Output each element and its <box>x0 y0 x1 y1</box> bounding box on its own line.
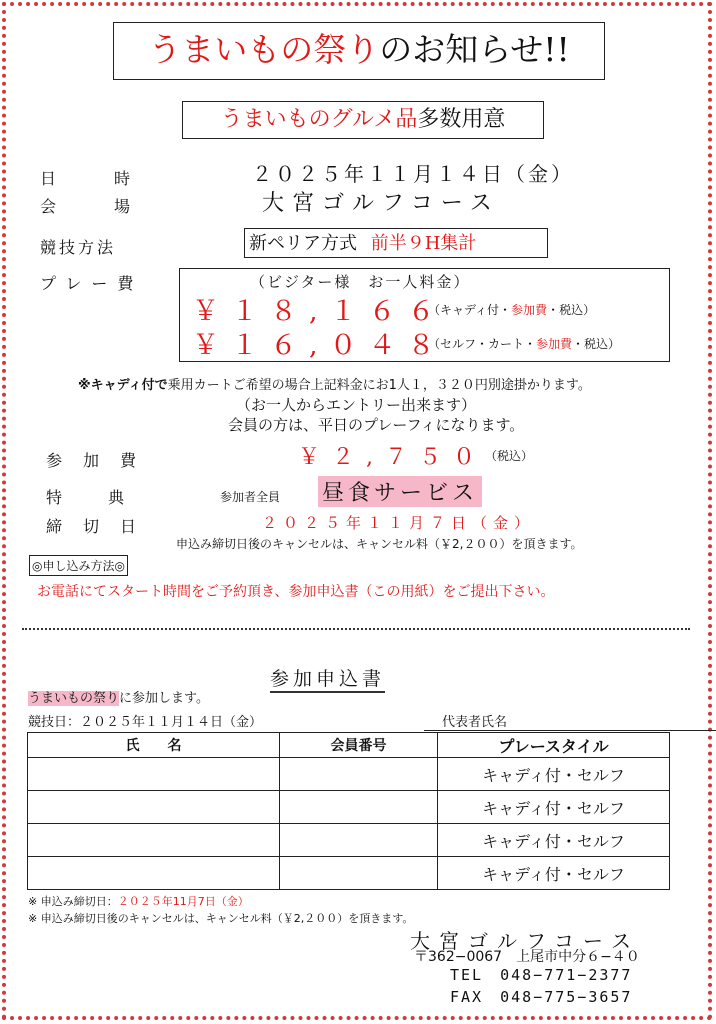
venue-label-char: 会 <box>40 197 57 216</box>
form-event-highlight: うまいもの祭り <box>28 691 120 706</box>
header-play-style: プレースタイル <box>438 733 670 758</box>
subtitle-highlight: うまいものグルメ品 <box>220 107 418 132</box>
price-self: ￥１６,０４８ <box>192 330 447 361</box>
note-red: ２０２５年11月7日（金） <box>117 895 249 908</box>
note-bold: ※キャディ付で <box>78 378 168 393</box>
subtitle-rest: 多数用意 <box>417 107 506 132</box>
footer-tel: TEL 048−771−2377 <box>450 966 633 984</box>
entry-table <box>27 732 670 890</box>
note-text: ※ 申込み締切日： <box>28 895 118 908</box>
venue-label-char: 場 <box>113 197 130 216</box>
entry-fee-label <box>46 448 136 471</box>
name-cell[interactable] <box>28 791 280 824</box>
benefit-label-char: 特 <box>46 488 63 507</box>
competition-method: 新ペリア方式 <box>249 233 357 254</box>
note-text: （セルフ・カート・ <box>428 337 537 351</box>
price-caddie-note <box>428 301 595 318</box>
benefit-label <box>46 485 124 508</box>
schedule-label-char: 時 <box>113 169 130 188</box>
footer-address: 〒362−0067 上尾市中分６−４０ <box>414 949 640 965</box>
representative-field[interactable] <box>424 711 716 731</box>
form-deadline-note <box>28 893 249 909</box>
entry-fee-note: （税込） <box>485 449 534 463</box>
name-cell[interactable] <box>28 824 280 857</box>
competition-detail: 前半９H集計 <box>370 233 477 254</box>
price-caddie: ￥１８,１６６ <box>192 296 447 327</box>
competition-method-box <box>244 228 548 258</box>
entry-fee-label-char: 参 <box>46 451 63 470</box>
apply-method-text: お電話にてスタート時間をご予約頂き、参加申込書（この用紙）をご提出下さい。 <box>37 584 555 600</box>
schedule-label <box>40 166 130 189</box>
note-text: （キャディ付・ <box>428 303 512 317</box>
form-event-rest: に参加します。 <box>119 691 209 706</box>
header-name: 氏 名 <box>28 733 280 758</box>
caddie-cart-note <box>78 374 591 393</box>
deadline-label-char: 切 <box>82 517 99 536</box>
subtitle <box>182 101 544 139</box>
cut-line <box>22 628 690 630</box>
table-row <box>28 857 670 890</box>
play-style-cell[interactable]: キャディ付・セルフ <box>438 824 670 857</box>
play-fee-label: プレー費 <box>40 274 144 293</box>
member-no-cell[interactable] <box>280 758 438 791</box>
note-text: ・税込） <box>572 337 621 351</box>
table-row <box>28 824 670 857</box>
apply-method-label: ◎申し込み方法◎ <box>29 555 128 576</box>
deadline-label-char: 締 <box>46 517 63 536</box>
note-text: 乗用カートご希望の場合上記料金にお1人１，３２０円別途掛かります。 <box>167 378 591 393</box>
play-style-cell[interactable]: キャディ付・セルフ <box>438 758 670 791</box>
schedule-value: ２０２５年１１月１４日（金） <box>252 162 574 186</box>
entry-fee-label-char: 加 <box>82 451 99 470</box>
deadline-label <box>46 514 136 537</box>
note-text: ・税込） <box>547 303 596 317</box>
entry-fee-value: ￥２,７５０ <box>298 445 487 470</box>
deadline-value: ２０２５年１１月７日（金） <box>262 514 536 532</box>
play-style-cell[interactable]: キャディ付・セルフ <box>438 857 670 890</box>
form-title: 参加申込書 <box>270 664 385 693</box>
form-event-line <box>28 687 209 706</box>
deadline-label-char: 日 <box>119 517 136 536</box>
footer-name: 大宮ゴルフコース <box>410 929 640 953</box>
play-fee-heading: （ビジター様 お一人料金） <box>250 273 471 291</box>
form-cancel-note: ※ 申込み締切日後のキャンセルは、キャンセル料（￥2,２００）を頂きます。 <box>28 912 414 925</box>
competition-label: 競技方法 <box>40 238 117 257</box>
single-entry-note: （お一人からエントリー出来ます） <box>236 396 477 414</box>
footer-fax: FAX 048−775−3657 <box>450 988 633 1006</box>
play-style-cell[interactable]: キャディ付・セルフ <box>438 791 670 824</box>
benefit-pre: 参加者全員 <box>220 490 281 504</box>
member-no-cell[interactable] <box>280 824 438 857</box>
title-highlight: うまいもの祭り <box>148 30 380 69</box>
representative-label: 代表者氏名 <box>442 715 508 730</box>
note-red: 参加費 <box>536 337 573 351</box>
price-self-note <box>428 335 620 352</box>
header-member-no: 会員番号 <box>280 733 438 758</box>
table-row <box>28 791 670 824</box>
member-note: 会員の方は、平日のプレーフィになります。 <box>228 416 525 434</box>
table-row <box>28 758 670 791</box>
member-no-cell[interactable] <box>280 791 438 824</box>
venue-value: 大宮ゴルフコース <box>262 191 500 216</box>
form-date: 競技日：２０２５年１１月１４日（金） <box>28 715 263 730</box>
entry-fee-label-char: 費 <box>119 451 136 470</box>
schedule-label-char: 日 <box>40 169 57 188</box>
member-no-cell[interactable] <box>280 857 438 890</box>
name-cell[interactable] <box>28 758 280 791</box>
title-rest: のお知らせ!! <box>379 30 570 69</box>
note-red: 参加費 <box>511 303 548 317</box>
name-cell[interactable] <box>28 857 280 890</box>
play-fee-box <box>179 268 670 362</box>
venue-label <box>40 194 130 217</box>
page-title <box>113 22 605 80</box>
benefit-label-char: 典 <box>107 488 124 507</box>
deadline-cancel-note: 申込み締切日後のキャンセルは、キャンセル料（￥2,２００）を頂きます。 <box>176 537 583 551</box>
benefit-value: 昼食サービス <box>318 476 482 507</box>
table-header-row <box>28 733 670 758</box>
